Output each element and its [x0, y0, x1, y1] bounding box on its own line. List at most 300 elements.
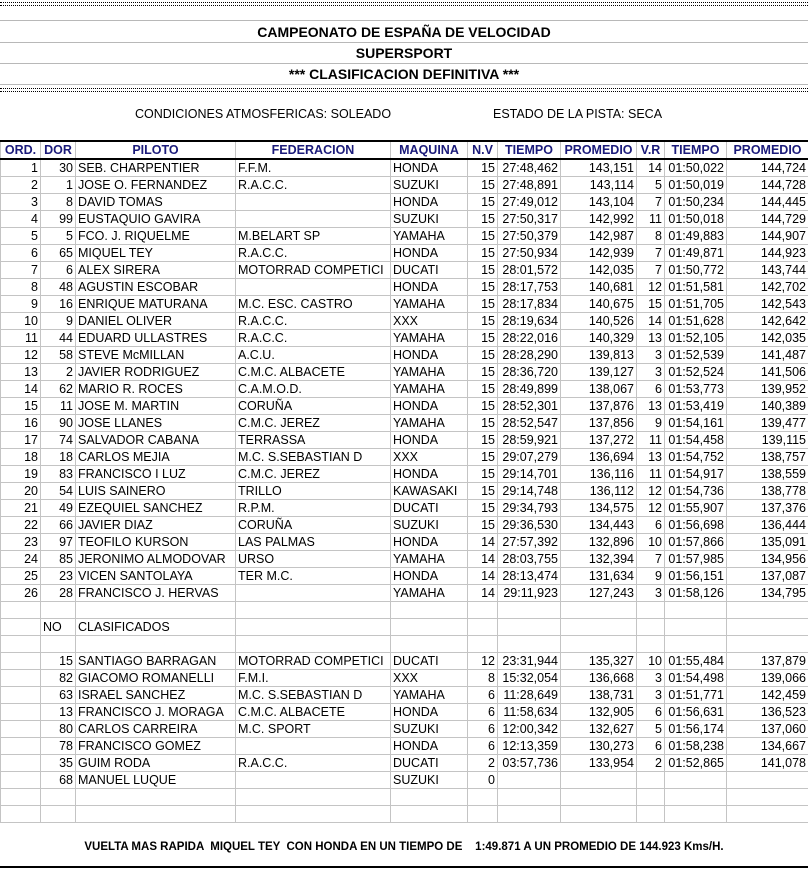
cell-best-lap-no: 3 — [637, 364, 665, 381]
cell-rider: STEVE McMILLAN — [76, 347, 236, 364]
cell-pos — [1, 755, 41, 772]
cell-best-lap-speed: 137,060 — [727, 721, 808, 738]
cell-dorsal: 9 — [41, 313, 76, 330]
cell-avg-speed: 140,329 — [561, 330, 637, 347]
cell-rider: JOSE M. MARTIN — [76, 398, 236, 415]
cell-best-lap-speed: 135,091 — [727, 534, 808, 551]
cell-best-lap-time: 01:54,736 — [665, 483, 727, 500]
cell-dorsal: 82 — [41, 670, 76, 687]
cell-dorsal: 49 — [41, 500, 76, 517]
cell-machine: HONDA — [391, 704, 468, 721]
cell-pos — [1, 670, 41, 687]
cell-time — [498, 772, 561, 789]
cell-dorsal: 6 — [41, 262, 76, 279]
cell-best-lap-speed: 140,389 — [727, 398, 808, 415]
cell-best-lap-time — [665, 772, 727, 789]
cell-dorsal: 68 — [41, 772, 76, 789]
cell-rider: MANUEL LUQUE — [76, 772, 236, 789]
cell-best-lap-time — [665, 806, 727, 823]
cell-laps: 14 — [468, 551, 498, 568]
table-row — [1, 568, 808, 585]
cell-machine: HONDA — [391, 568, 468, 585]
cell-best-lap-time — [665, 619, 727, 636]
table-row — [1, 466, 808, 483]
cell-avg-speed: 143,114 — [561, 177, 637, 194]
cell-federation: M.BELART SP — [236, 228, 391, 245]
cell-machine: HONDA — [391, 279, 468, 296]
cell-best-lap-time: 01:53,419 — [665, 398, 727, 415]
cell-laps: 15 — [468, 313, 498, 330]
cell-best-lap-no: 14 — [637, 159, 665, 177]
cell-federation: TERRASSA — [236, 432, 391, 449]
cell-dorsal: 74 — [41, 432, 76, 449]
cell-dorsal: 80 — [41, 721, 76, 738]
cell-rider: FRANCISCO I LUZ — [76, 466, 236, 483]
cell-laps: 15 — [468, 159, 498, 177]
cell-laps — [468, 806, 498, 823]
cell-best-lap-speed: 136,444 — [727, 517, 808, 534]
cell-best-lap-time: 01:50,018 — [665, 211, 727, 228]
cell-laps: 15 — [468, 330, 498, 347]
header-dotted-border — [0, 88, 808, 92]
divider — [0, 42, 808, 43]
cell-best-lap-speed: 138,757 — [727, 449, 808, 466]
cell-laps: 15 — [468, 279, 498, 296]
top-dotted-border — [0, 2, 808, 6]
cell-best-lap-no: 7 — [637, 245, 665, 262]
cell-avg-speed: 130,273 — [561, 738, 637, 755]
cell-rider: JAVIER DIAZ — [76, 517, 236, 534]
cell-time: 28:17,753 — [498, 279, 561, 296]
cell-machine: YAMAHA — [391, 687, 468, 704]
cell-time: 11:28,649 — [498, 687, 561, 704]
cell-best-lap-no: 12 — [637, 500, 665, 517]
cell-best-lap-speed: 142,702 — [727, 279, 808, 296]
cell-machine — [391, 619, 468, 636]
table-row — [1, 449, 808, 466]
championship-title: CAMPEONATO DE ESPAÑA DE VELOCIDAD — [257, 24, 551, 40]
col-nv: N.V — [468, 141, 498, 159]
table-row — [1, 415, 808, 432]
cell-pos: 25 — [1, 568, 41, 585]
cell-avg-speed: 143,104 — [561, 194, 637, 211]
cell-federation: F.M.I. — [236, 670, 391, 687]
cell-pos: 18 — [1, 449, 41, 466]
cell-avg-speed — [561, 619, 637, 636]
col-promedio-vr: PROMEDIO — [727, 141, 808, 159]
cell-federation — [236, 279, 391, 296]
cell-rider: SALVADOR CABANA — [76, 432, 236, 449]
cell-best-lap-time: 01:56,698 — [665, 517, 727, 534]
empty-row — [1, 636, 808, 653]
cell-avg-speed: 142,992 — [561, 211, 637, 228]
cell-time: 28:52,547 — [498, 415, 561, 432]
cell-time — [498, 806, 561, 823]
col-tiempo-vr: TIEMPO — [665, 141, 727, 159]
cell-federation: C.M.C. JEREZ — [236, 466, 391, 483]
cell-best-lap-time — [665, 789, 727, 806]
cell-best-lap-time: 01:54,161 — [665, 415, 727, 432]
results-table — [0, 140, 808, 823]
cell-avg-speed: 140,526 — [561, 313, 637, 330]
cell-machine: HONDA — [391, 159, 468, 177]
cell-federation: R.P.M. — [236, 500, 391, 517]
col-maquina: MAQUINA — [391, 141, 468, 159]
cell-avg-speed — [561, 772, 637, 789]
cell-avg-speed: 138,731 — [561, 687, 637, 704]
cell-federation: M.C. S.SEBASTIAN D — [236, 449, 391, 466]
cell-pos — [1, 653, 41, 670]
cell-pos: 16 — [1, 415, 41, 432]
cell-laps: 15 — [468, 517, 498, 534]
cell-pos: 21 — [1, 500, 41, 517]
cell-machine: SUZUKI — [391, 211, 468, 228]
cell-best-lap-time — [665, 636, 727, 653]
cell-rider: SANTIAGO BARRAGAN — [76, 653, 236, 670]
table-row — [1, 721, 808, 738]
cell-time — [498, 602, 561, 619]
cell-rider: JAVIER RODRIGUEZ — [76, 364, 236, 381]
cell-rider: SEB. CHARPENTIER — [76, 159, 236, 177]
table-row — [1, 296, 808, 313]
cell-best-lap-no: 14 — [637, 313, 665, 330]
cell-dorsal: 66 — [41, 517, 76, 534]
cell-federation: C.M.C. ALBACETE — [236, 364, 391, 381]
cell-best-lap-no: 12 — [637, 483, 665, 500]
table-row — [1, 483, 808, 500]
cell-best-lap-time: 01:50,234 — [665, 194, 727, 211]
cell-pos: 6 — [1, 245, 41, 262]
cell-dorsal: 44 — [41, 330, 76, 347]
cell-laps: 15 — [468, 296, 498, 313]
cell-best-lap-speed: 134,667 — [727, 738, 808, 755]
cell-federation: R.A.C.C. — [236, 330, 391, 347]
weather-conditions: CONDICIONES ATMOSFERICAS: SOLEADO — [135, 107, 392, 121]
cell-best-lap-time: 01:49,871 — [665, 245, 727, 262]
cell-dorsal: 28 — [41, 585, 76, 602]
cell-best-lap-speed: 138,559 — [727, 466, 808, 483]
empty-row — [1, 602, 808, 619]
cell-machine: KAWASAKI — [391, 483, 468, 500]
divider — [0, 20, 808, 21]
cell-laps: 15 — [468, 432, 498, 449]
cell-federation: C.M.C. JEREZ — [236, 415, 391, 432]
cell-best-lap-time: 01:51,628 — [665, 313, 727, 330]
cell-rider — [76, 806, 236, 823]
cell-pos: 1 — [1, 159, 41, 177]
cell-avg-speed: 143,151 — [561, 159, 637, 177]
cell-best-lap-speed: 137,376 — [727, 500, 808, 517]
cell-best-lap-time: 01:53,773 — [665, 381, 727, 398]
cell-best-lap-speed — [727, 636, 808, 653]
cell-dorsal — [41, 789, 76, 806]
cell-avg-speed — [561, 636, 637, 653]
cell-pos: 4 — [1, 211, 41, 228]
cell-machine: YAMAHA — [391, 551, 468, 568]
cell-rider: JOSE LLANES — [76, 415, 236, 432]
cell-pos: 26 — [1, 585, 41, 602]
cell-best-lap-speed: 139,115 — [727, 432, 808, 449]
cell-laps: 6 — [468, 738, 498, 755]
track-conditions: ESTADO DE LA PISTA: SECA — [493, 107, 663, 121]
col-ord: ORD. — [1, 141, 41, 159]
cell-best-lap-speed: 134,795 — [727, 585, 808, 602]
cell-best-lap-time: 01:50,772 — [665, 262, 727, 279]
cell-laps: 12 — [468, 653, 498, 670]
cell-federation: R.A.C.C. — [236, 177, 391, 194]
cell-pos: 11 — [1, 330, 41, 347]
cell-best-lap-no: 7 — [637, 262, 665, 279]
cell-federation — [236, 738, 391, 755]
cell-federation — [236, 806, 391, 823]
cell-best-lap-time: 01:51,771 — [665, 687, 727, 704]
cell-best-lap-speed: 139,952 — [727, 381, 808, 398]
cell-best-lap-no: 13 — [637, 330, 665, 347]
cell-federation: TRILLO — [236, 483, 391, 500]
cell-rider: GUIM RODA — [76, 755, 236, 772]
empty-row — [1, 806, 808, 823]
cell-time — [498, 789, 561, 806]
cell-pos: 8 — [1, 279, 41, 296]
cell-pos — [1, 619, 41, 636]
cell-dorsal — [41, 602, 76, 619]
table-row — [1, 347, 808, 364]
cell-best-lap-time: 01:54,752 — [665, 449, 727, 466]
cell-best-lap-speed: 142,543 — [727, 296, 808, 313]
cell-avg-speed: 134,575 — [561, 500, 637, 517]
cell-federation: CORUÑA — [236, 517, 391, 534]
cell-federation — [236, 194, 391, 211]
cell-dorsal: 90 — [41, 415, 76, 432]
table-row — [1, 687, 808, 704]
cell-pos: 3 — [1, 194, 41, 211]
cell-best-lap-speed: 139,066 — [727, 670, 808, 687]
cell-best-lap-no: 15 — [637, 296, 665, 313]
cell-time: 28:19,634 — [498, 313, 561, 330]
cell-best-lap-time: 01:52,865 — [665, 755, 727, 772]
cell-pos: 24 — [1, 551, 41, 568]
table-row — [1, 432, 808, 449]
cell-federation: C.A.M.O.D. — [236, 381, 391, 398]
cell-federation: R.A.C.C. — [236, 245, 391, 262]
classification-title: *** CLASIFICACION DEFINITIVA *** — [288, 66, 520, 82]
cell-pos: 9 — [1, 296, 41, 313]
cell-machine: SUZUKI — [391, 772, 468, 789]
col-tiempo: TIEMPO — [498, 141, 561, 159]
cell-avg-speed: 136,116 — [561, 466, 637, 483]
cell-rider: ENRIQUE MATURANA — [76, 296, 236, 313]
cell-machine: HONDA — [391, 432, 468, 449]
col-promedio: PROMEDIO — [561, 141, 637, 159]
cell-machine: SUZUKI — [391, 721, 468, 738]
cell-time: 28:17,834 — [498, 296, 561, 313]
cell-laps: 15 — [468, 228, 498, 245]
cell-dorsal: 99 — [41, 211, 76, 228]
cell-time: 27:50,379 — [498, 228, 561, 245]
cell-dorsal: 15 — [41, 653, 76, 670]
table-row — [1, 364, 808, 381]
cell-machine: HONDA — [391, 194, 468, 211]
cell-laps: 6 — [468, 687, 498, 704]
cell-time: 28:36,720 — [498, 364, 561, 381]
cell-best-lap-no: 13 — [637, 449, 665, 466]
cell-dorsal: 13 — [41, 704, 76, 721]
cell-avg-speed: 136,694 — [561, 449, 637, 466]
cell-time: 28:28,290 — [498, 347, 561, 364]
cell-best-lap-no: 12 — [637, 279, 665, 296]
table-row — [1, 517, 808, 534]
cell-machine — [391, 602, 468, 619]
cell-time: 12:00,342 — [498, 721, 561, 738]
table-row — [1, 194, 808, 211]
cell-federation: R.A.C.C. — [236, 755, 391, 772]
cell-best-lap-no: 6 — [637, 738, 665, 755]
table-row — [1, 398, 808, 415]
cell-best-lap-speed — [727, 619, 808, 636]
cell-pos: 22 — [1, 517, 41, 534]
cell-machine: HONDA — [391, 466, 468, 483]
cell-best-lap-no: 10 — [637, 534, 665, 551]
cell-rider: DAVID TOMAS — [76, 194, 236, 211]
divider — [0, 84, 808, 85]
table-row — [1, 585, 808, 602]
table-row — [1, 279, 808, 296]
cell-time: 15:32,054 — [498, 670, 561, 687]
cell-laps — [468, 619, 498, 636]
cell-best-lap-speed: 142,035 — [727, 330, 808, 347]
table-row — [1, 159, 808, 177]
cell-dorsal: 35 — [41, 755, 76, 772]
table-row — [1, 534, 808, 551]
cell-laps: 15 — [468, 381, 498, 398]
col-dor: DOR — [41, 141, 76, 159]
cell-rider: FRANCISCO GOMEZ — [76, 738, 236, 755]
cell-pos: 7 — [1, 262, 41, 279]
cell-dorsal: 85 — [41, 551, 76, 568]
cell-rider: VICEN SANTOLAYA — [76, 568, 236, 585]
cell-pos — [1, 789, 41, 806]
cell-machine: YAMAHA — [391, 228, 468, 245]
cell-laps — [468, 602, 498, 619]
cell-rider: MARIO R. ROCES — [76, 381, 236, 398]
cell-best-lap-speed: 144,729 — [727, 211, 808, 228]
table-row — [1, 262, 808, 279]
col-vr: V.R — [637, 141, 665, 159]
cell-best-lap-time: 01:56,151 — [665, 568, 727, 585]
cell-time: 29:14,748 — [498, 483, 561, 500]
cell-dorsal: 1 — [41, 177, 76, 194]
cell-dorsal: 18 — [41, 449, 76, 466]
cell-best-lap-time: 01:54,458 — [665, 432, 727, 449]
cell-dorsal: 97 — [41, 534, 76, 551]
cell-best-lap-time: 01:49,883 — [665, 228, 727, 245]
cell-laps: 15 — [468, 194, 498, 211]
cell-federation — [236, 772, 391, 789]
cell-rider: FRANCISCO J. MORAGA — [76, 704, 236, 721]
cell-federation: M.C. S.SEBASTIAN D — [236, 687, 391, 704]
col-federacion: FEDERACION — [236, 141, 391, 159]
cell-best-lap-no: 11 — [637, 432, 665, 449]
cell-best-lap-time: 01:52,524 — [665, 364, 727, 381]
cell-machine: XXX — [391, 449, 468, 466]
cell-rider — [76, 602, 236, 619]
cell-avg-speed: 136,112 — [561, 483, 637, 500]
cell-federation: M.C. SPORT — [236, 721, 391, 738]
cell-best-lap-no: 6 — [637, 517, 665, 534]
cell-federation: M.C. ESC. CASTRO — [236, 296, 391, 313]
cell-federation — [236, 789, 391, 806]
cell-avg-speed: 131,634 — [561, 568, 637, 585]
cell-avg-speed: 137,876 — [561, 398, 637, 415]
cell-best-lap-speed: 137,879 — [727, 653, 808, 670]
cell-pos: 13 — [1, 364, 41, 381]
cell-machine: DUCATI — [391, 500, 468, 517]
cell-machine: DUCATI — [391, 653, 468, 670]
cell-rider: ISRAEL SANCHEZ — [76, 687, 236, 704]
cell-machine: YAMAHA — [391, 296, 468, 313]
cell-time: 27:50,934 — [498, 245, 561, 262]
cell-laps: 6 — [468, 721, 498, 738]
cell-best-lap-no: 5 — [637, 177, 665, 194]
cell-machine: HONDA — [391, 245, 468, 262]
cell-laps — [468, 636, 498, 653]
cell-laps: 8 — [468, 670, 498, 687]
cell-best-lap-no: 11 — [637, 466, 665, 483]
cell-laps: 15 — [468, 245, 498, 262]
cell-best-lap-time: 01:52,539 — [665, 347, 727, 364]
cell-laps: 6 — [468, 704, 498, 721]
cell-rider: DANIEL OLIVER — [76, 313, 236, 330]
cell-best-lap-no: 7 — [637, 551, 665, 568]
cell-rider: CARLOS CARREIRA — [76, 721, 236, 738]
cell-pos: 14 — [1, 381, 41, 398]
cell-best-lap-speed: 141,078 — [727, 755, 808, 772]
cell-best-lap-no — [637, 806, 665, 823]
cell-time: 27:48,462 — [498, 159, 561, 177]
table-row — [1, 228, 808, 245]
cell-best-lap-speed: 144,724 — [727, 159, 808, 177]
cell-laps: 14 — [468, 568, 498, 585]
cell-rider: EZEQUIEL SANCHEZ — [76, 500, 236, 517]
cell-avg-speed: 135,327 — [561, 653, 637, 670]
table-row — [1, 330, 808, 347]
cell-machine: DUCATI — [391, 262, 468, 279]
cell-avg-speed: 137,272 — [561, 432, 637, 449]
cell-federation: URSO — [236, 551, 391, 568]
cell-best-lap-time: 01:56,631 — [665, 704, 727, 721]
cell-best-lap-time — [665, 602, 727, 619]
cell-machine: SUZUKI — [391, 517, 468, 534]
cell-dorsal: 5 — [41, 228, 76, 245]
cell-machine: DUCATI — [391, 755, 468, 772]
cell-avg-speed: 142,035 — [561, 262, 637, 279]
cell-time: 11:58,634 — [498, 704, 561, 721]
cell-best-lap-no — [637, 789, 665, 806]
cell-best-lap-no: 11 — [637, 211, 665, 228]
cell-machine — [391, 806, 468, 823]
cell-dorsal — [41, 636, 76, 653]
cell-pos: 19 — [1, 466, 41, 483]
cell-avg-speed: 127,243 — [561, 585, 637, 602]
cell-avg-speed: 132,896 — [561, 534, 637, 551]
cell-best-lap-no — [637, 636, 665, 653]
cell-best-lap-speed: 138,778 — [727, 483, 808, 500]
cell-avg-speed: 140,681 — [561, 279, 637, 296]
cell-best-lap-no: 8 — [637, 228, 665, 245]
cell-time: 29:07,279 — [498, 449, 561, 466]
cell-best-lap-speed: 144,907 — [727, 228, 808, 245]
cell-dorsal: 54 — [41, 483, 76, 500]
